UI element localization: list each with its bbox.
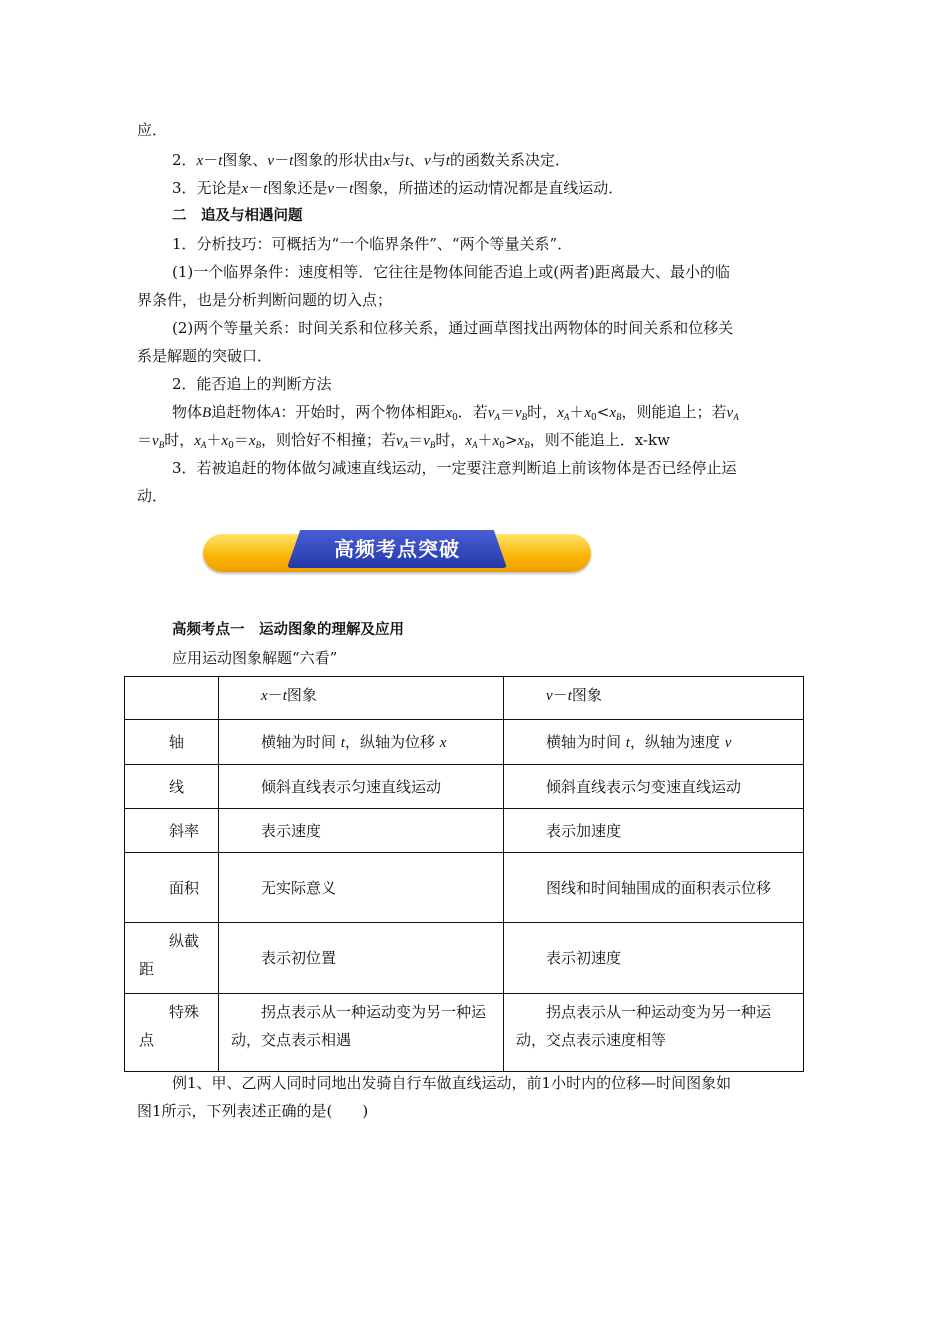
table-header-cell: x－t图象 <box>219 677 504 720</box>
table-cell: 倾斜直线表示匀变速直线运动 <box>504 765 804 809</box>
subsection-heading: 高频考点一 运动图象的理解及应用 <box>172 622 404 638</box>
table-cell: 拐点表示从一种运动变为另一种运动，交点表示相遇 <box>219 994 504 1072</box>
comparison-table <box>124 676 804 1072</box>
text-line: 系是解题的突破口． <box>137 347 273 365</box>
table-header-row <box>125 677 804 720</box>
table-cell: 表示加速度 <box>504 809 804 853</box>
example-line: 图1所示，下列表述正确的是( ) <box>137 1102 369 1120</box>
table-row <box>125 720 804 765</box>
table-cell: 表示初速度 <box>504 923 804 994</box>
row-label: 轴 <box>125 720 219 765</box>
row-label: 斜率 <box>125 809 219 853</box>
row-label: 纵截距 <box>125 923 219 994</box>
text-line: 物体B追赶物体A：开始时，两个物体相距$x_0$．若$v_A=v_B$时，$x_A+x_0<x_B$，则能追上；若$v_A$ <box>172 403 739 423</box>
table-cell: 横轴为时间 t，纵轴为位移 x <box>219 720 504 765</box>
row-label: 特殊点 <box>125 994 219 1072</box>
table-cell: 图线和时间轴围成的面积表示位移 <box>504 853 804 923</box>
text-line: 2．能否追上的判断方法 <box>172 375 332 393</box>
table-cell <box>125 677 219 720</box>
text-line: 应用运动图象解题“六看” <box>172 649 338 667</box>
text-line: 3．若被追赶的物体做匀减速直线运动，一定要注意判断追上前该物体是否已经停止运 <box>172 459 737 477</box>
section-heading: 二 追及与相遇问题 <box>172 208 303 224</box>
table-cell: 横轴为时间 t，纵轴为速度 v <box>504 720 804 765</box>
text-line: 1．分析技巧：可概括为“一个临界条件”、“两个等量关系”． <box>172 235 573 253</box>
table-header-cell: v－t图象 <box>504 677 804 720</box>
text-line: 界条件，也是分析判断问题的切入点； <box>137 291 393 309</box>
section-banner <box>203 530 591 574</box>
text-line: 应． <box>137 121 168 139</box>
text-line: 动． <box>137 487 168 505</box>
table-row <box>125 923 804 994</box>
table-cell: 表示初位置 <box>219 923 504 994</box>
table-cell: 拐点表示从一种运动变为另一种运动，交点表示速度相等 <box>504 994 804 1072</box>
table-row <box>125 853 804 923</box>
row-label: 线 <box>125 765 219 809</box>
row-label: 面积 <box>125 853 219 923</box>
text-line: (2)两个等量关系：时间关系和位移关系，通过画草图找出两物体的时间关系和位移关 <box>172 319 734 337</box>
text-line: 2．x－t图象、v－t图象的形状由x与t、v与t的函数关系决定． <box>172 151 571 169</box>
banner-title: 高频考点突破 <box>334 537 460 561</box>
text-line: $=v_B$时，$x_A+x_0=x_B$，则恰好不相撞；若$v_A=v_B$时，$x_A+x_0>x_B$，则不能追上．x-kw <box>137 431 670 451</box>
table-row <box>125 809 804 853</box>
example-line: 例1、甲、乙两人同时同地出发骑自行车做直线运动，前1小时内的位移—时间图象如 <box>172 1074 732 1092</box>
text-line: (1)一个临界条件：速度相等．它往往是物体间能否追上或(两者)距离最大、最小的临 <box>172 263 730 281</box>
table-row <box>125 765 804 809</box>
table-cell: 无实际意义 <box>219 853 504 923</box>
table-row <box>125 994 804 1072</box>
text-line: 3．无论是x－t图象还是v－t图象，所描述的运动情况都是直线运动． <box>172 179 624 197</box>
table-cell: 表示速度 <box>219 809 504 853</box>
table-cell: 倾斜直线表示匀速直线运动 <box>219 765 504 809</box>
